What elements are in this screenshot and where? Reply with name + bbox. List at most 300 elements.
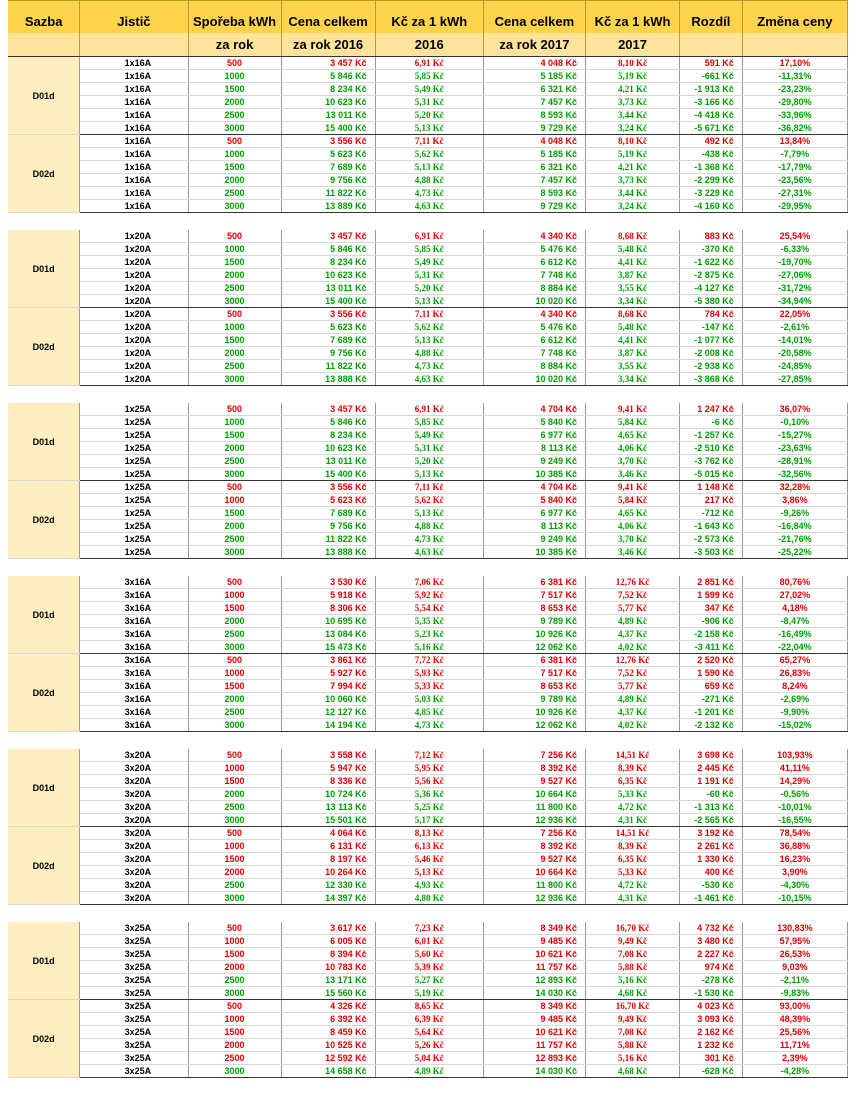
zmena-ceny-cell: -28,91% (742, 455, 847, 468)
cena-2017-cell: 7 517 Kč (483, 667, 585, 680)
kc-kwh-2017-cell: 4,72 Kč (586, 879, 680, 892)
jistic-cell: 3x20A (80, 879, 188, 892)
jistic-cell: 1x25A (80, 520, 188, 533)
kc-kwh-2017-cell: 5,33 Kč (586, 866, 680, 879)
zmena-ceny-cell: 14,29% (742, 775, 847, 788)
spotreba-cell: 500 (188, 308, 281, 321)
kc-kwh-2017-cell: 4,02 Kč (586, 719, 680, 732)
rozdil-cell: -1 461 Kč (680, 892, 743, 905)
zmena-ceny-cell: 80,76% (742, 576, 847, 589)
zmena-ceny-cell: 13,84% (742, 135, 847, 148)
kc-kwh-2017-cell: 4,68 Kč (586, 987, 680, 1000)
jistic-cell: 1x16A (80, 96, 188, 109)
table-row (8, 1000, 848, 1013)
jistic-cell: 1x16A (80, 161, 188, 174)
spotreba-cell: 1500 (188, 775, 281, 788)
kc-kwh-2016-cell: 5,17 Kč (375, 814, 483, 827)
kc-kwh-2017-cell: 5,77 Kč (586, 602, 680, 615)
table-row (8, 1052, 848, 1065)
kc-kwh-2016-cell: 5,19 Kč (375, 987, 483, 1000)
table-row (8, 1039, 848, 1052)
zmena-ceny-cell: -16,55% (742, 814, 847, 827)
cena-2017-cell: 6 321 Kč (483, 83, 585, 96)
kc-kwh-2016-cell: 5,56 Kč (375, 775, 483, 788)
kc-kwh-2016-cell: 4,73 Kč (375, 719, 483, 732)
table-row (8, 546, 848, 559)
jistic-cell: 1x16A (80, 187, 188, 200)
cena-2017-cell: 10 621 Kč (483, 1026, 585, 1039)
kc-kwh-2016-cell: 4,89 Kč (375, 1065, 483, 1078)
jistic-cell: 3x16A (80, 602, 188, 615)
kc-kwh-2017-cell: 8,39 Kč (586, 762, 680, 775)
kc-kwh-2016-cell: 7,11 Kč (375, 481, 483, 494)
zmena-ceny-cell: 25,56% (742, 1026, 847, 1039)
kc-kwh-2017-cell: 4,41 Kč (586, 256, 680, 269)
cena-2017-cell: 11 800 Kč (483, 801, 585, 814)
spotreba-cell: 1000 (188, 762, 281, 775)
table-row (8, 602, 848, 615)
cena-2016-cell: 8 234 Kč (281, 256, 375, 269)
jistic-cell: 3x25A (80, 1065, 188, 1078)
spotreba-cell: 2000 (188, 788, 281, 801)
kc-kwh-2017-cell: 4,65 Kč (586, 507, 680, 520)
cena-2017-cell: 7 457 Kč (483, 174, 585, 187)
table-row (8, 295, 848, 308)
jistic-cell: 1x20A (80, 269, 188, 282)
cena-2017-cell: 8 113 Kč (483, 442, 585, 455)
kc-kwh-2016-cell: 5,20 Kč (375, 455, 483, 468)
table-row (8, 520, 848, 533)
block-spacer (8, 905, 848, 923)
cena-2017-cell: 8 349 Kč (483, 922, 585, 935)
spotreba-cell: 3000 (188, 719, 281, 732)
sazba-cell: D02d (8, 1000, 80, 1078)
cena-2016-cell: 15 501 Kč (281, 814, 375, 827)
cena-2016-cell: 9 756 Kč (281, 174, 375, 187)
kc-kwh-2016-cell: 5,64 Kč (375, 1026, 483, 1039)
jistic-cell: 1x25A (80, 507, 188, 520)
kc-kwh-2017-cell: 9,49 Kč (586, 1013, 680, 1026)
table-row (8, 230, 848, 243)
cena-2016-cell: 13 011 Kč (281, 282, 375, 295)
cena-2016-cell: 5 846 Kč (281, 70, 375, 83)
rozdil-cell: 1 191 Kč (680, 775, 743, 788)
kc-kwh-2017-cell: 4,37 Kč (586, 706, 680, 719)
spotreba-cell: 500 (188, 403, 281, 416)
spotreba-cell: 2000 (188, 174, 281, 187)
jistic-cell: 1x16A (80, 174, 188, 187)
jistic-cell: 1x25A (80, 494, 188, 507)
spotreba-cell: 3000 (188, 373, 281, 386)
kc-kwh-2016-cell: 5,49 Kč (375, 429, 483, 442)
spotreba-cell: 2500 (188, 360, 281, 373)
rozdil-cell: 2 445 Kč (680, 762, 743, 775)
zmena-ceny-cell: 130,83% (742, 922, 847, 935)
cena-2016-cell: 13 084 Kč (281, 628, 375, 641)
zmena-ceny-cell: -14,01% (742, 334, 847, 347)
table-row (8, 801, 848, 814)
cena-2016-cell: 8 234 Kč (281, 83, 375, 96)
kc-kwh-2017-cell: 4,21 Kč (586, 161, 680, 174)
kc-kwh-2017-cell: 3,73 Kč (586, 96, 680, 109)
jistic-cell: 3x20A (80, 892, 188, 905)
table-row (8, 1013, 848, 1026)
zmena-ceny-cell: -23,23% (742, 83, 847, 96)
header-kc-kwh-2016: Kč za 1 kWh (375, 1, 483, 34)
kc-kwh-2016-cell: 5,62 Kč (375, 494, 483, 507)
table-row (8, 429, 848, 442)
table-row (8, 57, 848, 70)
kc-kwh-2016-cell: 5,13 Kč (375, 161, 483, 174)
table-row (8, 200, 848, 213)
table-row (8, 628, 848, 641)
table-row (8, 853, 848, 866)
jistic-cell: 1x20A (80, 282, 188, 295)
cena-2016-cell: 13 011 Kč (281, 109, 375, 122)
cena-2016-cell: 4 326 Kč (281, 1000, 375, 1013)
jistic-cell: 1x16A (80, 83, 188, 96)
cena-2017-cell: 7 517 Kč (483, 589, 585, 602)
subheader-rozdil (680, 33, 743, 57)
table-row (8, 269, 848, 282)
spotreba-cell: 2000 (188, 693, 281, 706)
rozdil-cell: 591 Kč (680, 57, 743, 70)
rozdil-cell: 1 599 Kč (680, 589, 743, 602)
spotreba-cell: 1500 (188, 853, 281, 866)
rozdil-cell: -1 530 Kč (680, 987, 743, 1000)
subheader-kc-kwh-2017: 2017 (586, 33, 680, 57)
spotreba-cell: 1500 (188, 602, 281, 615)
rozdil-cell: -661 Kč (680, 70, 743, 83)
kc-kwh-2016-cell: 7,11 Kč (375, 135, 483, 148)
table-row (8, 455, 848, 468)
spotreba-cell: 500 (188, 922, 281, 935)
zmena-ceny-cell: -0,56% (742, 788, 847, 801)
table-row (8, 840, 848, 853)
zmena-ceny-cell: 17,10% (742, 57, 847, 70)
table-row (8, 109, 848, 122)
header-cena-2017: Cena celkem (483, 1, 585, 34)
rozdil-cell: -2 299 Kč (680, 174, 743, 187)
spotreba-cell: 2500 (188, 706, 281, 719)
jistic-cell: 3x16A (80, 628, 188, 641)
spotreba-cell: 2000 (188, 96, 281, 109)
cena-2016-cell: 15 560 Kč (281, 987, 375, 1000)
kc-kwh-2016-cell: 5,46 Kč (375, 853, 483, 866)
jistic-cell: 1x20A (80, 308, 188, 321)
table-row (8, 589, 848, 602)
cena-2016-cell: 5 623 Kč (281, 494, 375, 507)
jistic-cell: 1x16A (80, 70, 188, 83)
rozdil-cell: -2 938 Kč (680, 360, 743, 373)
table-row (8, 334, 848, 347)
zmena-ceny-cell: 16,23% (742, 853, 847, 866)
cena-2017-cell: 8 113 Kč (483, 520, 585, 533)
header-row-2 (8, 33, 848, 57)
rozdil-cell: -370 Kč (680, 243, 743, 256)
cena-2016-cell: 13 888 Kč (281, 373, 375, 386)
spotreba-cell: 2000 (188, 866, 281, 879)
zmena-ceny-cell: -17,79% (742, 161, 847, 174)
cena-2016-cell: 12 592 Kč (281, 1052, 375, 1065)
jistic-cell: 3x25A (80, 1000, 188, 1013)
zmena-ceny-cell: -29,95% (742, 200, 847, 213)
kc-kwh-2016-cell: 5,35 Kč (375, 615, 483, 628)
cena-2016-cell: 15 400 Kč (281, 122, 375, 135)
rozdil-cell: -271 Kč (680, 693, 743, 706)
zmena-ceny-cell: 93,00% (742, 1000, 847, 1013)
cena-2016-cell: 5 927 Kč (281, 667, 375, 680)
kc-kwh-2016-cell: 5,13 Kč (375, 468, 483, 481)
rozdil-cell: -2 008 Kč (680, 347, 743, 360)
jistic-cell: 1x20A (80, 347, 188, 360)
cena-2016-cell: 5 846 Kč (281, 416, 375, 429)
cena-2017-cell: 8 593 Kč (483, 187, 585, 200)
kc-kwh-2016-cell: 5,13 Kč (375, 122, 483, 135)
zmena-ceny-cell: -15,27% (742, 429, 847, 442)
kc-kwh-2017-cell: 5,16 Kč (586, 1052, 680, 1065)
table-row (8, 615, 848, 628)
spotreba-cell: 1000 (188, 243, 281, 256)
cena-2016-cell: 7 994 Kč (281, 680, 375, 693)
spotreba-cell: 500 (188, 654, 281, 667)
jistic-cell: 3x25A (80, 1026, 188, 1039)
jistic-cell: 3x25A (80, 948, 188, 961)
spotreba-cell: 1500 (188, 334, 281, 347)
kc-kwh-2017-cell: 4,37 Kč (586, 628, 680, 641)
rozdil-cell: -5 671 Kč (680, 122, 743, 135)
kc-kwh-2017-cell: 5,88 Kč (586, 1039, 680, 1052)
spotreba-cell: 1000 (188, 935, 281, 948)
table-row (8, 879, 848, 892)
spotreba-cell: 3000 (188, 295, 281, 308)
block-spacer (8, 732, 848, 750)
kc-kwh-2016-cell: 5,25 Kč (375, 801, 483, 814)
zmena-ceny-cell: 26,53% (742, 948, 847, 961)
spotreba-cell: 1000 (188, 70, 281, 83)
jistic-cell: 3x25A (80, 1052, 188, 1065)
spacer-cell (8, 905, 848, 923)
kc-kwh-2016-cell: 5,92 Kč (375, 589, 483, 602)
cena-2017-cell: 9 249 Kč (483, 455, 585, 468)
table-row (8, 373, 848, 386)
cena-2017-cell: 8 392 Kč (483, 840, 585, 853)
zmena-ceny-cell: -27,06% (742, 269, 847, 282)
rozdil-cell: -1 622 Kč (680, 256, 743, 269)
kc-kwh-2017-cell: 4,89 Kč (586, 615, 680, 628)
cena-2016-cell: 11 822 Kč (281, 187, 375, 200)
cena-2016-cell: 3 556 Kč (281, 135, 375, 148)
kc-kwh-2016-cell: 5,16 Kč (375, 641, 483, 654)
rozdil-cell: -3 229 Kč (680, 187, 743, 200)
zmena-ceny-cell: -25,22% (742, 546, 847, 559)
kc-kwh-2016-cell: 5,31 Kč (375, 269, 483, 282)
spotreba-cell: 2500 (188, 455, 281, 468)
cena-2017-cell: 10 020 Kč (483, 295, 585, 308)
jistic-cell: 3x20A (80, 866, 188, 879)
price-comparison-sheet (8, 0, 848, 1078)
rozdil-cell: -4 160 Kč (680, 200, 743, 213)
cena-2016-cell: 5 623 Kč (281, 148, 375, 161)
spotreba-cell: 1500 (188, 680, 281, 693)
sazba-cell: D02d (8, 654, 80, 732)
table-row (8, 693, 848, 706)
cena-2017-cell: 11 800 Kč (483, 879, 585, 892)
table-row (8, 468, 848, 481)
rozdil-cell: 4 732 Kč (680, 922, 743, 935)
zmena-ceny-cell: -9,90% (742, 706, 847, 719)
kc-kwh-2016-cell: 5,20 Kč (375, 282, 483, 295)
jistic-cell: 3x20A (80, 749, 188, 762)
spotreba-cell: 3000 (188, 641, 281, 654)
cena-2017-cell: 6 321 Kč (483, 161, 585, 174)
rozdil-cell: 347 Kč (680, 602, 743, 615)
jistic-cell: 3x20A (80, 853, 188, 866)
rozdil-cell: 883 Kč (680, 230, 743, 243)
kc-kwh-2017-cell: 8,10 Kč (586, 57, 680, 70)
kc-kwh-2017-cell: 5,33 Kč (586, 788, 680, 801)
spacer-cell (8, 732, 848, 750)
spotreba-cell: 3000 (188, 1065, 281, 1078)
spotreba-cell: 1500 (188, 1026, 281, 1039)
jistic-cell: 3x25A (80, 974, 188, 987)
rozdil-cell: -1 077 Kč (680, 334, 743, 347)
kc-kwh-2017-cell: 4,41 Kč (586, 334, 680, 347)
table-row (8, 641, 848, 654)
table-row (8, 533, 848, 546)
zmena-ceny-cell: 103,93% (742, 749, 847, 762)
rozdil-cell: 2 227 Kč (680, 948, 743, 961)
cena-2017-cell: 8 884 Kč (483, 282, 585, 295)
rozdil-cell: -1 913 Kč (680, 83, 743, 96)
rozdil-cell: -2 565 Kč (680, 814, 743, 827)
kc-kwh-2017-cell: 3,55 Kč (586, 282, 680, 295)
rozdil-cell: -3 762 Kč (680, 455, 743, 468)
cena-2016-cell: 10 060 Kč (281, 693, 375, 706)
table-row (8, 360, 848, 373)
kc-kwh-2017-cell: 9,41 Kč (586, 481, 680, 494)
jistic-cell: 1x20A (80, 256, 188, 269)
subheader-sazba (8, 33, 80, 57)
header-kc-kwh-2017: Kč za 1 kWh (586, 1, 680, 34)
zmena-ceny-cell: -24,85% (742, 360, 847, 373)
cena-2017-cell: 7 748 Kč (483, 347, 585, 360)
table-row (8, 680, 848, 693)
kc-kwh-2016-cell: 4,63 Kč (375, 200, 483, 213)
kc-kwh-2016-cell: 4,73 Kč (375, 187, 483, 200)
table-row (8, 948, 848, 961)
zmena-ceny-cell: -16,49% (742, 628, 847, 641)
rozdil-cell: -906 Kč (680, 615, 743, 628)
jistic-cell: 1x16A (80, 57, 188, 70)
kc-kwh-2016-cell: 5,62 Kč (375, 321, 483, 334)
cena-2016-cell: 3 457 Kč (281, 230, 375, 243)
spotreba-cell: 2500 (188, 1052, 281, 1065)
cena-2017-cell: 7 256 Kč (483, 749, 585, 762)
jistic-cell: 3x16A (80, 667, 188, 680)
cena-2017-cell: 4 340 Kč (483, 230, 585, 243)
spacer-cell (8, 213, 848, 231)
cena-2016-cell: 8 394 Kč (281, 948, 375, 961)
spotreba-cell: 3000 (188, 892, 281, 905)
cena-2017-cell: 9 789 Kč (483, 693, 585, 706)
zmena-ceny-cell: 78,54% (742, 827, 847, 840)
kc-kwh-2016-cell: 5,04 Kč (375, 1052, 483, 1065)
cena-2017-cell: 4 704 Kč (483, 481, 585, 494)
cena-2017-cell: 9 729 Kč (483, 200, 585, 213)
jistic-cell: 3x25A (80, 987, 188, 1000)
spotreba-cell: 1000 (188, 148, 281, 161)
zmena-ceny-cell: 57,95% (742, 935, 847, 948)
table-row (8, 282, 848, 295)
zmena-ceny-cell: -10,15% (742, 892, 847, 905)
zmena-ceny-cell: -34,94% (742, 295, 847, 308)
cena-2016-cell: 11 822 Kč (281, 360, 375, 373)
kc-kwh-2016-cell: 4,88 Kč (375, 347, 483, 360)
rozdil-cell: -2 510 Kč (680, 442, 743, 455)
cena-2017-cell: 8 349 Kč (483, 1000, 585, 1013)
cena-2017-cell: 10 385 Kč (483, 468, 585, 481)
table-row (8, 321, 848, 334)
kc-kwh-2016-cell: 5,13 Kč (375, 334, 483, 347)
sazba-cell: D02d (8, 135, 80, 213)
kc-kwh-2017-cell: 3,70 Kč (586, 455, 680, 468)
cena-2016-cell: 12 127 Kč (281, 706, 375, 719)
cena-2017-cell: 11 757 Kč (483, 961, 585, 974)
kc-kwh-2016-cell: 7,23 Kč (375, 922, 483, 935)
table-row (8, 827, 848, 840)
zmena-ceny-cell: -2,69% (742, 693, 847, 706)
kc-kwh-2017-cell: 12,76 Kč (586, 654, 680, 667)
cena-2016-cell: 3 556 Kč (281, 481, 375, 494)
kc-kwh-2016-cell: 4,80 Kč (375, 892, 483, 905)
jistic-cell: 1x20A (80, 295, 188, 308)
jistic-cell: 1x20A (80, 230, 188, 243)
jistic-cell: 3x25A (80, 1013, 188, 1026)
spotreba-cell: 3000 (188, 987, 281, 1000)
cena-2017-cell: 8 392 Kč (483, 762, 585, 775)
table-row (8, 1065, 848, 1078)
kc-kwh-2016-cell: 5,95 Kč (375, 762, 483, 775)
kc-kwh-2017-cell: 3,46 Kč (586, 546, 680, 559)
kc-kwh-2017-cell: 4,06 Kč (586, 520, 680, 533)
rozdil-cell: 217 Kč (680, 494, 743, 507)
zmena-ceny-cell: -4,28% (742, 1065, 847, 1078)
spotreba-cell: 3000 (188, 546, 281, 559)
kc-kwh-2017-cell: 14,51 Kč (586, 749, 680, 762)
kc-kwh-2016-cell: 5,26 Kč (375, 1039, 483, 1052)
cena-2016-cell: 13 171 Kč (281, 974, 375, 987)
kc-kwh-2016-cell: 5,39 Kč (375, 961, 483, 974)
zmena-ceny-cell: -27,31% (742, 187, 847, 200)
cena-2016-cell: 3 861 Kč (281, 654, 375, 667)
cena-2017-cell: 10 020 Kč (483, 373, 585, 386)
kc-kwh-2017-cell: 5,16 Kč (586, 974, 680, 987)
cena-2017-cell: 9 485 Kč (483, 1013, 585, 1026)
zmena-ceny-cell: -31,72% (742, 282, 847, 295)
jistic-cell: 1x16A (80, 122, 188, 135)
zmena-ceny-cell: 36,88% (742, 840, 847, 853)
kc-kwh-2017-cell: 7,08 Kč (586, 1026, 680, 1039)
jistic-cell: 3x16A (80, 589, 188, 602)
kc-kwh-2017-cell: 3,55 Kč (586, 360, 680, 373)
zmena-ceny-cell: -21,76% (742, 533, 847, 546)
kc-kwh-2016-cell: 4,73 Kč (375, 533, 483, 546)
header-cena-2016: Cena celkem (281, 1, 375, 34)
cena-2016-cell: 3 556 Kč (281, 308, 375, 321)
cena-2017-cell: 5 185 Kč (483, 70, 585, 83)
header-jistic: Jistič (80, 1, 188, 34)
